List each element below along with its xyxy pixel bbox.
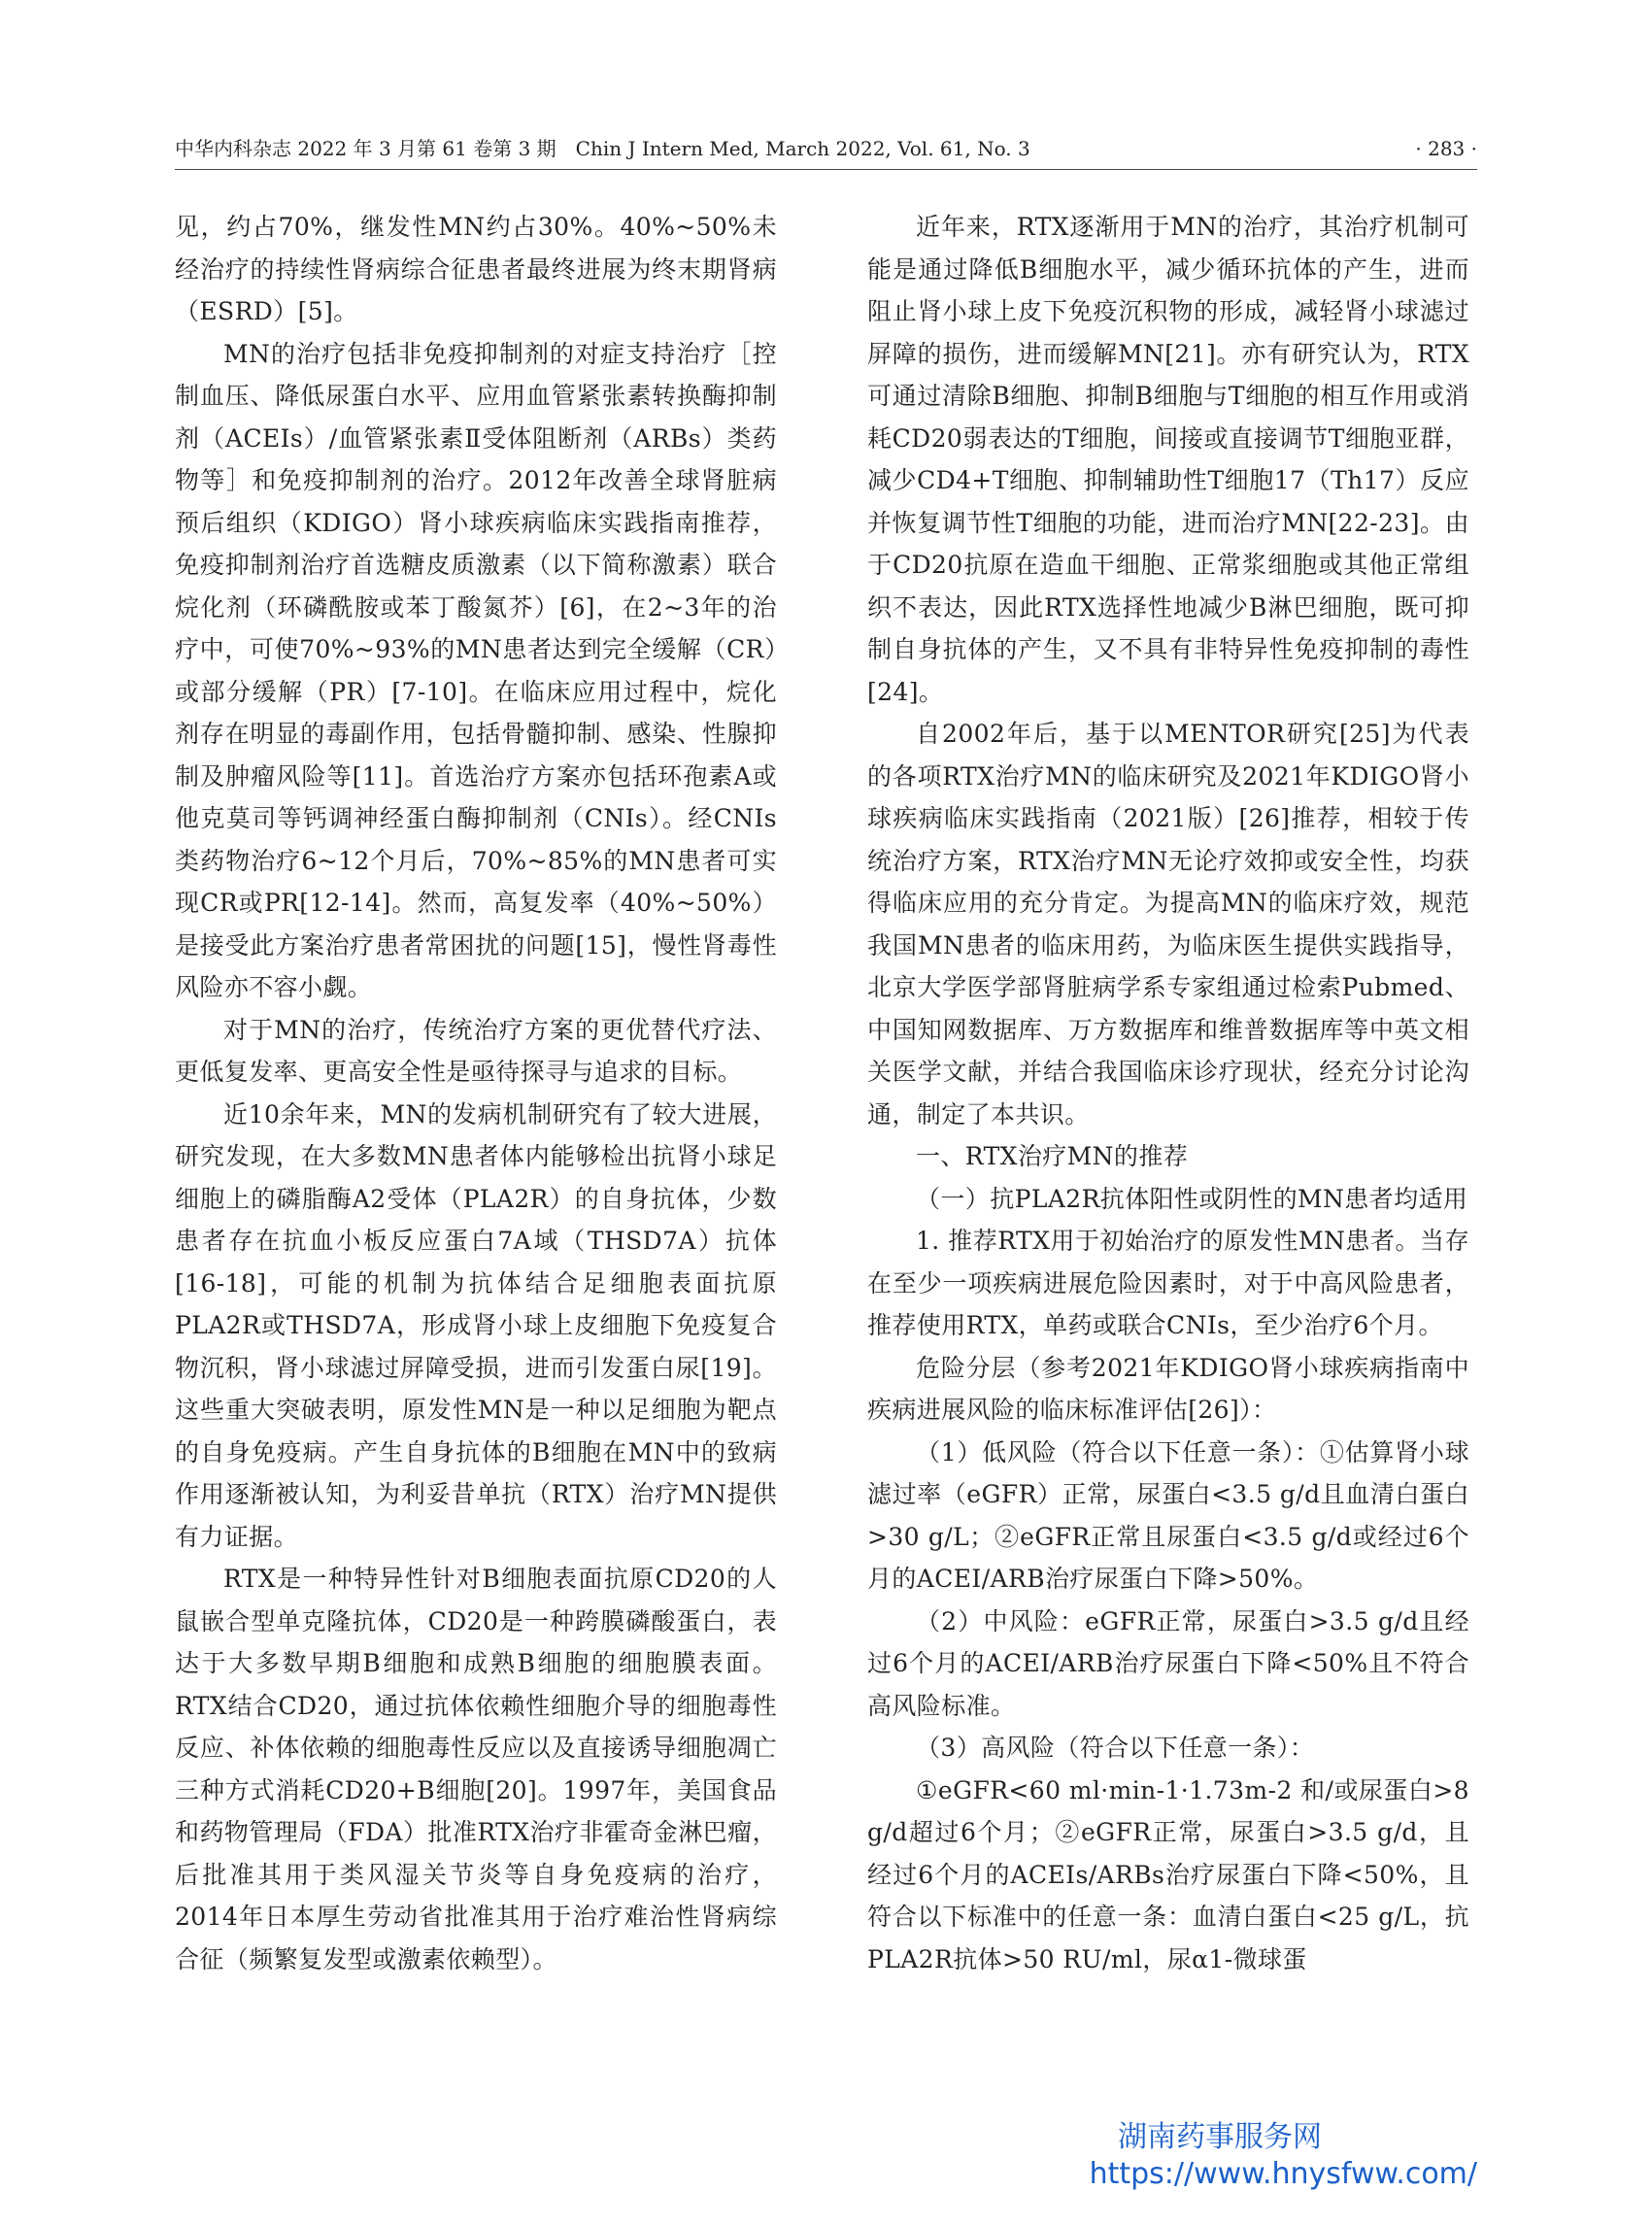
paragraph: RTX是一种特异性针对B细胞表面抗原CD20的人鼠嵌合型单克隆抗体，CD20是一种跨膜磷酸蛋白，表达于大多数早期B细胞和成熟B细胞的细胞膜表面。RTX结合CD20，通过抗体依赖性细胞介导的细胞毒性反应、补体依赖的细胞毒性反应以及直接诱导细胞凋亡三种方式消耗CD20+B细胞[20]。1997年，美国食品和药物管理局（FDA）批准RTX治疗非霍奇金淋巴瘤，后批准其用于类风湿关节炎等自身免疫病的治疗，2014年日本厚生劳动省批准其用于治疗难治性肾病综合征（频繁复发型或激素依赖型）。	[175, 1565, 777, 1973]
watermark-url[interactable]: https://www.hnysfww.com/	[1089, 2157, 1477, 2191]
paragraph: （3）高风险（符合以下任意一条）：	[916, 1734, 1315, 1762]
section-heading: 一、RTX治疗MN的推荐	[916, 1142, 1189, 1170]
paragraph: 对于MN的治疗，传统治疗方案的更优替代疗法、更低复发率、更高安全性是亟待探寻与追求的目标。	[175, 1015, 777, 1086]
paragraph: 见，约占70%，继发性MN约占30%。40%~50%未经治疗的持续性肾病综合征患者最终进展为终末期肾病（ESRD）[5]。	[175, 213, 777, 325]
right-column	[867, 206, 1469, 1980]
watermark-site-name: 湖南药事服务网	[1118, 2120, 1322, 2154]
paragraph: （1）低风险（符合以下任意一条）：①估算肾小球滤过率（eGFR）正常，尿蛋白<3.5 g/d且血清白蛋白>30 g/L；②eGFR正常且尿蛋白<3.5 g/d或经过6个月的ACEI/ARB治疗尿蛋白下降>50%。	[867, 1437, 1469, 1593]
paragraph: MN的治疗包括非免疫抑制剂的对症支持治疗［控制血压、降低尿蛋白水平、应用血管紧张素转换酶抑制剂（ACEIs）/血管紧张素Ⅱ受体阻断剂（ARBs）类药物等］和免疫抑制剂的治疗。2012年改善全球肾脏病预后组织（KDIGO）肾小球疾病临床实践指南推荐，免疫抑制剂治疗首选糖皮质激素（以下简称激素）联合烷化剂（环磷酰胺或苯丁酸氮芥）[6]，在2~3年的治疗中，可使70%~93%的MN患者达到完全缓解（CR）或部分缓解（PR）[7-10]。在临床应用过程中，烷化剂存在明显的毒副作用，包括骨髓抑制、感染、性腺抑制及肿瘤风险等[11]。首选治疗方案亦包括环孢素A或他克莫司等钙调神经蛋白酶抑制剂（CNIs）。经CNIs类药物治疗6~12个月后，70%~85%的MN患者可实现CR或PR[12-14]。然而，高复发率（40%~50%）是接受此方案治疗患者常困扰的问题[15]，慢性肾毒性风险亦不容小觑。	[175, 339, 777, 1001]
paragraph: 近10余年来，MN的发病机制研究有了较大进展，研究发现，在大多数MN患者体内能够检出抗肾小球足细胞上的磷脂酶A2受体（PLA2R）的自身抗体，少数患者存在抗血小板反应蛋白7A域（THSD7A）抗体[16-18]，可能的机制为抗体结合足细胞表面抗原PLA2R或THSD7A，形成肾小球上皮细胞下免疫复合物沉积，肾小球滤过屏障受损，进而引发蛋白尿[19]。这些重大突破表明，原发性MN是一种以足细胞为靶点的自身免疫病。产生自身抗体的B细胞在MN中的致病作用逐渐被认知，为利妥昔单抗（RTX）治疗MN提供有力证据。	[175, 1099, 777, 1551]
paragraph: 近年来，RTX逐渐用于MN的治疗，其治疗机制可能是通过降低B细胞水平，减少循环抗体的产生，进而阻止肾小球上皮下免疫沉积物的形成，减轻肾小球滤过屏障的损伤，进而缓解MN[21]。亦有研究认为，RTX可通过清除B细胞、抑制B细胞与T细胞的相互作用或消耗CD20弱表达的T细胞，间接或直接调节T细胞亚群，减少CD4+T细胞、抑制辅助性T细胞17（Th17）反应并恢复调节性T细胞的功能，进而治疗MN[22-23]。由于CD20抗原在造血干细胞、正常浆细胞或其他正常组织不表达，因此RTX选择性地减少B淋巴细胞，既可抑制自身抗体的产生，又不具有非特异性免疫抑制的毒性[24]。	[867, 213, 1469, 706]
paragraph: ①eGFR<60 ml·min-1·1.73m-2 和/或尿蛋白>8 g/d超过6个月；②eGFR正常，尿蛋白>3.5 g/d，且经过6个月的ACEIs/ARBs治疗尿蛋白下降<50%，且符合以下标准中的任意一条：血清白蛋白<25 g/L，抗PLA2R抗体>50 RU/ml，尿α1-微球蛋	[867, 1775, 1469, 1973]
paragraph: 危险分层（参考2021年KDIGO肾小球疾病指南中疾病进展风险的临床标准评估[26]）：	[867, 1353, 1469, 1424]
subsection-heading: （一）抗PLA2R抗体阳性或阴性的MN患者均适用	[916, 1184, 1468, 1213]
journal-citation: 中华内科杂志 2022 年 3 月第 61 卷第 3 期 Chin J Intern Med, March 2022, Vol. 61, No. 3	[175, 137, 1030, 160]
watermark	[1090, 2119, 1477, 2193]
paragraph: 自2002年后，基于以MENTOR研究[25]为代表的各项RTX治疗MN的临床研究及2021年KDIGO肾小球疾病临床实践指南（2021版）[26]推荐，相较于传统治疗方案，RTX治疗MN无论疗效抑或安全性，均获得临床应用的充分肯定。为提高MN的临床疗效，规范我国MN患者的临床用药，为临床医生提供实践指导，北京大学医学部肾脏病学系专家组通过检索Pubmed、中国知网数据库、万方数据库和维普数据库等中英文相关医学文献，并结合我国临床诊疗现状，经充分讨论沟通，制定了本共识。	[867, 720, 1469, 1129]
page-number: · 283 ·	[1415, 137, 1477, 160]
left-column	[175, 206, 777, 1980]
paragraph: 1. 推荐RTX用于初始治疗的原发性MN患者。当存在至少一项疾病进展危险因素时，对于中高风险患者，推荐使用RTX，单药或联合CNIs，至少治疗6个月。	[867, 1227, 1469, 1339]
running-header	[175, 134, 1477, 170]
paragraph: （2）中风险：eGFR正常，尿蛋白>3.5 g/d且经过6个月的ACEI/ARB治疗尿蛋白下降<50%且不符合高风险标准。	[867, 1606, 1469, 1720]
